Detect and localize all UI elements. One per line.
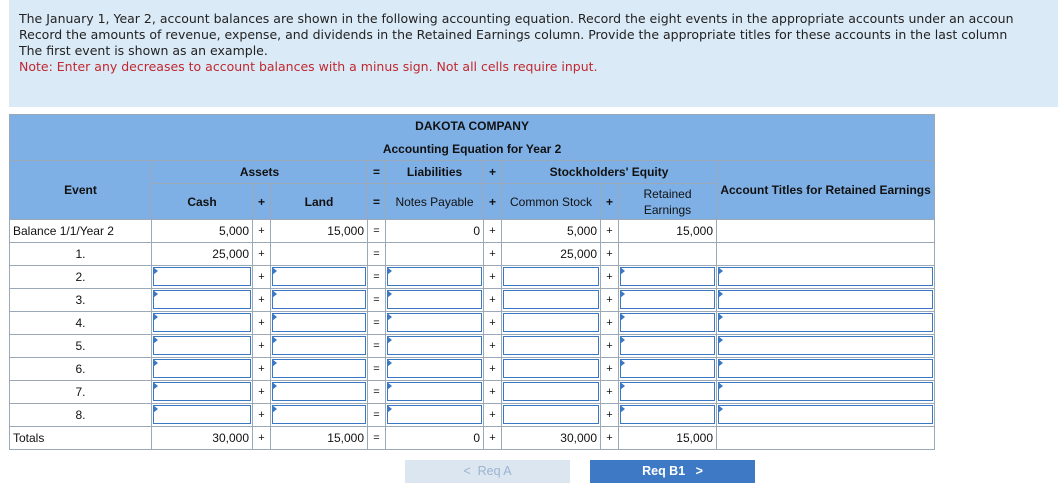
- retained-earnings-input[interactable]: [620, 336, 715, 355]
- retained-earnings-input[interactable]: [620, 405, 715, 424]
- cash-value: 5,000: [152, 220, 253, 243]
- land-cell: [271, 381, 368, 404]
- instruction-note: Note: Enter any decreases to account balances with a minus sign. Not all cells require input.: [19, 59, 598, 74]
- plus-op: +: [484, 335, 502, 358]
- notes-payable-input[interactable]: [387, 290, 482, 309]
- plus-op: +: [484, 358, 502, 381]
- common-stock-cell: [502, 381, 601, 404]
- chevron-left-icon: <: [463, 464, 471, 478]
- cash-cell: [152, 358, 253, 381]
- common-stock-input[interactable]: [503, 267, 599, 286]
- notes-total: 0: [386, 427, 484, 450]
- instruction-line-3: The first event is shown as an example.: [19, 43, 268, 58]
- cash-cell: [152, 381, 253, 404]
- cash-input[interactable]: [153, 267, 251, 286]
- land-value: 15,000: [271, 220, 368, 243]
- equals-op: =: [368, 427, 386, 450]
- account-title-input[interactable]: [718, 290, 933, 309]
- event-row-6: [10, 358, 935, 381]
- common-stock-cell: [502, 404, 601, 427]
- common-value: 5,000: [502, 220, 601, 243]
- notes-payable-input[interactable]: [387, 382, 482, 401]
- equals-op: =: [368, 266, 386, 289]
- retained-earnings-header: Retained Earnings: [619, 184, 717, 220]
- cash-cell: [152, 312, 253, 335]
- titles-header: Account Titles for Retained Earnings: [717, 161, 935, 220]
- plus-op: +: [484, 184, 502, 220]
- row-label: 2.: [10, 266, 152, 289]
- row-label: 3.: [10, 289, 152, 312]
- plus-op: +: [253, 404, 271, 427]
- cash-cell: [152, 289, 253, 312]
- plus-op: +: [601, 312, 619, 335]
- company-title: DAKOTA COMPANY: [10, 115, 935, 138]
- plus-op: +: [253, 335, 271, 358]
- plus-op: +: [601, 381, 619, 404]
- plus-op: +: [601, 266, 619, 289]
- common-stock-input[interactable]: [503, 382, 599, 401]
- retained-earnings-input[interactable]: [620, 313, 715, 332]
- plus-op: +: [484, 381, 502, 404]
- notes-payable-cell: [386, 266, 484, 289]
- equals-op: =: [368, 312, 386, 335]
- plus-op: +: [601, 243, 619, 266]
- land-input[interactable]: [272, 359, 366, 378]
- plus-op: +: [601, 220, 619, 243]
- account-title-cell: [717, 312, 935, 335]
- common-stock-cell: [502, 312, 601, 335]
- land-cell: [271, 335, 368, 358]
- common-stock-cell: [502, 266, 601, 289]
- land-input[interactable]: [272, 336, 366, 355]
- plus-op: +: [253, 184, 271, 220]
- plus-op: +: [484, 243, 502, 266]
- retained-earnings-cell: [619, 358, 717, 381]
- notes-payable-cell: [386, 404, 484, 427]
- prev-req-button[interactable]: [405, 460, 570, 483]
- equals-op: =: [368, 289, 386, 312]
- notes-payable-cell: [386, 312, 484, 335]
- account-title-cell: [717, 243, 935, 266]
- instruction-line-2: Record the amounts of revenue, expense, and dividends in the Retained Earnings column. Provide the appropriate titles for these accounts in the last column: [19, 27, 1008, 42]
- retained-earnings-cell: [619, 335, 717, 358]
- event-row-5: [10, 335, 935, 358]
- land-header: Land: [271, 184, 368, 220]
- cash-cell: [152, 404, 253, 427]
- equals-op: =: [368, 243, 386, 266]
- notes-payable-cell: [386, 381, 484, 404]
- plus-op: +: [253, 312, 271, 335]
- account-title-cell: [717, 220, 935, 243]
- retained-earnings-input[interactable]: [620, 267, 715, 286]
- plus-op: +: [601, 358, 619, 381]
- equals-op: =: [368, 358, 386, 381]
- row-label: Totals: [10, 427, 152, 450]
- notes-payable-cell: [386, 289, 484, 312]
- notes-payable-cell: [386, 335, 484, 358]
- cash-input[interactable]: [153, 382, 251, 401]
- plus-op: +: [484, 266, 502, 289]
- common-value: 25,000: [502, 243, 601, 266]
- retained-earnings-cell: [619, 289, 717, 312]
- cash-input[interactable]: [153, 359, 251, 378]
- plus-op: +: [484, 312, 502, 335]
- plus-op: +: [601, 289, 619, 312]
- balance-row: [10, 220, 935, 243]
- common-stock-cell: [502, 358, 601, 381]
- land-value: [271, 243, 368, 266]
- cash-header: Cash: [152, 184, 253, 220]
- retained-earnings-cell: [619, 404, 717, 427]
- retained-earnings-input[interactable]: [620, 290, 715, 309]
- plus-op: +: [253, 427, 271, 450]
- chevron-right-icon: >: [695, 464, 703, 478]
- notes-payable-input[interactable]: [387, 405, 482, 424]
- common-stock-header: Common Stock: [502, 184, 601, 220]
- row-label: 1.: [10, 243, 152, 266]
- cash-input[interactable]: [153, 313, 251, 332]
- retained-earnings-cell: [619, 381, 717, 404]
- plus-op: +: [484, 161, 502, 184]
- account-title-cell: [717, 335, 935, 358]
- plus-op: +: [253, 289, 271, 312]
- assets-header: Assets: [152, 161, 368, 184]
- totals-row: [10, 427, 935, 450]
- retained-value: [619, 243, 717, 266]
- notes-payable-input[interactable]: [387, 267, 482, 286]
- table-subtitle: Accounting Equation for Year 2: [10, 138, 935, 161]
- plus-op: +: [484, 289, 502, 312]
- common-stock-input[interactable]: [503, 336, 599, 355]
- plus-op: +: [601, 427, 619, 450]
- account-title-input[interactable]: [718, 267, 933, 286]
- plus-op: +: [253, 381, 271, 404]
- plus-op: +: [253, 243, 271, 266]
- common-stock-input[interactable]: [503, 359, 599, 378]
- account-title-cell: [717, 404, 935, 427]
- plus-op: +: [601, 404, 619, 427]
- land-input[interactable]: [272, 267, 366, 286]
- common-total: 30,000: [502, 427, 601, 450]
- retained-earnings-input[interactable]: [620, 382, 715, 401]
- land-input[interactable]: [272, 290, 366, 309]
- equals-op: =: [368, 404, 386, 427]
- prev-req-label: Req A: [477, 464, 512, 478]
- common-stock-cell: [502, 335, 601, 358]
- cash-cell: [152, 266, 253, 289]
- equals-op: =: [368, 381, 386, 404]
- event-row-2: [10, 266, 935, 289]
- land-cell: [271, 312, 368, 335]
- land-input[interactable]: [272, 382, 366, 401]
- equals-op: =: [368, 161, 386, 184]
- event-row-4: [10, 312, 935, 335]
- notes-value: 0: [386, 220, 484, 243]
- instructions-panel: [9, 0, 1058, 107]
- event-header: Event: [10, 161, 152, 220]
- cash-cell: [152, 335, 253, 358]
- plus-op: +: [484, 427, 502, 450]
- land-input[interactable]: [272, 405, 366, 424]
- plus-op: +: [253, 266, 271, 289]
- retained-earnings-cell: [619, 312, 717, 335]
- instruction-line-1: The January 1, Year 2, account balances are shown in the following accounting equation. Record the eight events in the appropriate accounts under an accoun: [19, 11, 1014, 26]
- row-label: Balance 1/1/Year 2: [10, 220, 152, 243]
- notes-payable-input[interactable]: [387, 313, 482, 332]
- notes-payable-input[interactable]: [387, 359, 482, 378]
- notes-payable-cell: [386, 358, 484, 381]
- next-req-label: Req B1: [642, 464, 686, 478]
- event-row-8: [10, 404, 935, 427]
- land-input[interactable]: [272, 313, 366, 332]
- common-stock-input[interactable]: [503, 290, 599, 309]
- cash-input[interactable]: [153, 336, 251, 355]
- common-stock-input[interactable]: [503, 313, 599, 332]
- notes-payable-header: Notes Payable: [386, 184, 484, 220]
- event-row-3: [10, 289, 935, 312]
- equals-op: =: [368, 335, 386, 358]
- account-title-input[interactable]: [718, 313, 933, 332]
- account-title-cell: [717, 427, 935, 450]
- cash-input[interactable]: [153, 405, 251, 424]
- plus-op: +: [253, 358, 271, 381]
- plus-op: +: [484, 404, 502, 427]
- plus-op: +: [601, 335, 619, 358]
- cash-total: 30,000: [152, 427, 253, 450]
- row-label: 8.: [10, 404, 152, 427]
- retained-value: 15,000: [619, 220, 717, 243]
- row-label: 5.: [10, 335, 152, 358]
- account-title-cell: [717, 358, 935, 381]
- retained-earnings-cell: [619, 266, 717, 289]
- plus-op: +: [253, 220, 271, 243]
- equals-op: =: [368, 220, 386, 243]
- liabilities-header: Liabilities: [386, 161, 484, 184]
- account-title-input[interactable]: [718, 336, 933, 355]
- retained-total: 15,000: [619, 427, 717, 450]
- land-cell: [271, 358, 368, 381]
- equals-op: =: [368, 184, 386, 220]
- next-req-button[interactable]: [590, 460, 755, 483]
- plus-op: +: [484, 220, 502, 243]
- notes-payable-input[interactable]: [387, 336, 482, 355]
- land-total: 15,000: [271, 427, 368, 450]
- account-title-input[interactable]: [718, 359, 933, 378]
- account-title-input[interactable]: [718, 405, 933, 424]
- land-cell: [271, 289, 368, 312]
- notes-value: [386, 243, 484, 266]
- common-stock-cell: [502, 289, 601, 312]
- event-row-1: [10, 243, 935, 266]
- row-label: 4.: [10, 312, 152, 335]
- land-cell: [271, 266, 368, 289]
- common-stock-input[interactable]: [503, 405, 599, 424]
- account-title-cell: [717, 289, 935, 312]
- land-cell: [271, 404, 368, 427]
- account-title-cell: [717, 266, 935, 289]
- row-label: 6.: [10, 358, 152, 381]
- cash-input[interactable]: [153, 290, 251, 309]
- row-label: 7.: [10, 381, 152, 404]
- account-title-input[interactable]: [718, 382, 933, 401]
- plus-op: +: [601, 184, 619, 220]
- cash-value: 25,000: [152, 243, 253, 266]
- equity-header: Stockholders' Equity: [502, 161, 717, 184]
- account-title-cell: [717, 381, 935, 404]
- retained-earnings-input[interactable]: [620, 359, 715, 378]
- accounting-equation-table: [9, 114, 935, 450]
- event-row-7: [10, 381, 935, 404]
